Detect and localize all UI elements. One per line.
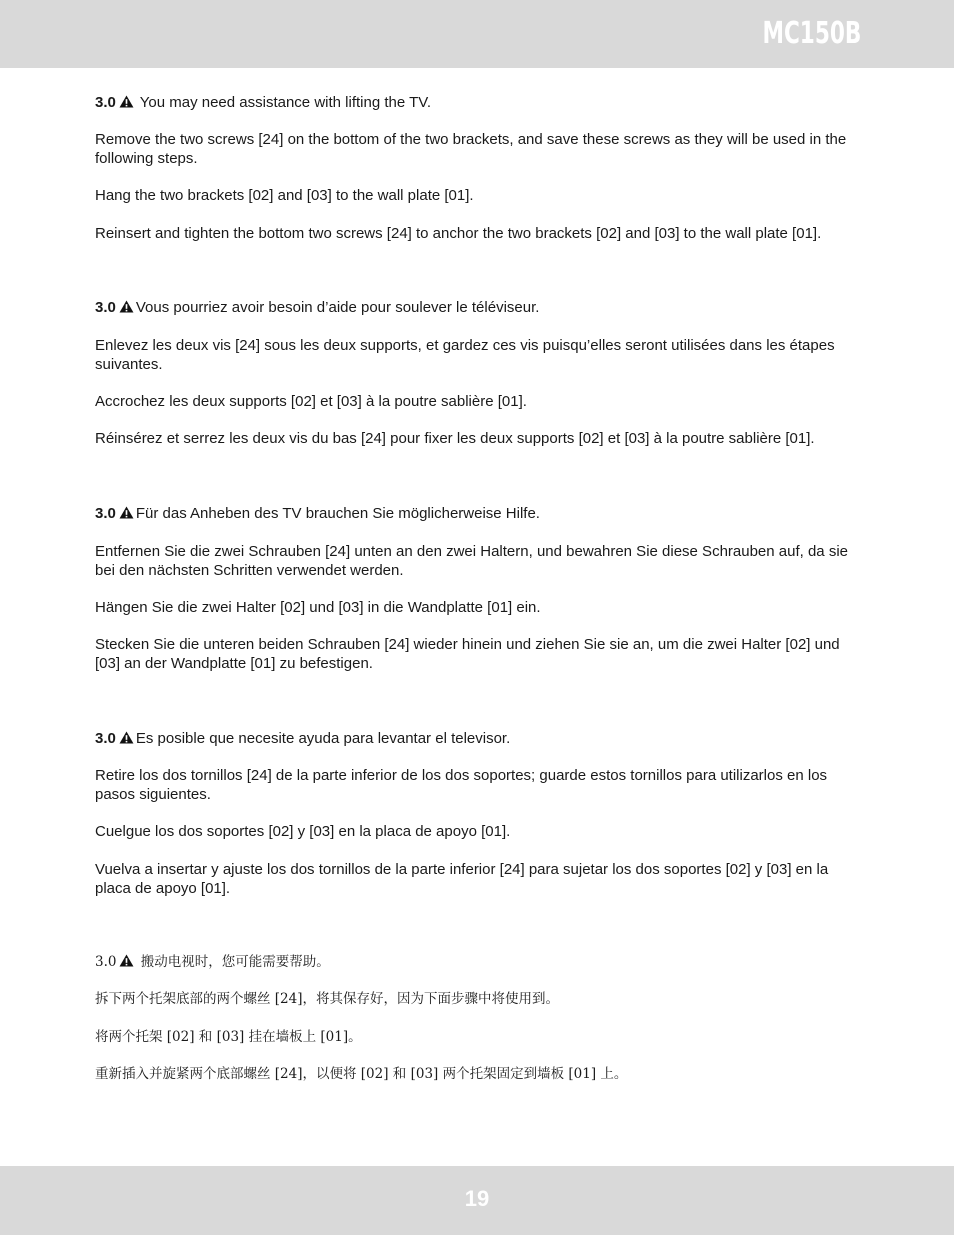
- paragraph: 重新插入并旋紧两个底部螺丝 [24]，以便将 [02] 和 [03] 两个托架固定到墙板 [01] 上。: [95, 1066, 628, 1082]
- warning-text: Vous pourriez avoir besoin d’aide pour soulever le téléviseur.: [135, 299, 540, 316]
- warning-triangle-icon: [119, 954, 134, 967]
- section-heading: [95, 729, 510, 748]
- step-number: 3.0: [95, 730, 116, 747]
- section-heading: [95, 298, 539, 317]
- page-number: 19: [464, 1186, 490, 1211]
- paragraph: 将两个托架 [02] 和 [03] 挂在墙板上 [01]。: [95, 1029, 362, 1045]
- section-heading: [95, 953, 330, 972]
- paragraph: Enlevez les deux vis [24] sous les deux supports, et gardez ces vis puisqu’elles seront utilisées dans les étapes suivantes.: [95, 337, 835, 373]
- warning-triangle-icon: [119, 300, 134, 313]
- warning-triangle-icon: [119, 731, 134, 744]
- paragraph: Stecken Sie die unteren beiden Schrauben [24] wieder hinein und ziehen Sie sie an, um die zwei Halter [02] und [03] an der Wandplatte [01] zu befestigen.: [95, 636, 840, 672]
- paragraph: Entfernen Sie die zwei Schrauben [24] unten an den zwei Haltern, und bewahren Sie diese Schrauben auf, da sie bei den nächsten Schritten verwendet werden.: [95, 543, 848, 579]
- paragraph: Reinsert and tighten the bottom two screws [24] to anchor the two brackets [02] and [03] to the wall plate [01].: [95, 225, 822, 242]
- section-heading: [95, 504, 540, 523]
- step-number: 3.0: [95, 954, 117, 970]
- paragraph: Cuelgue los dos soportes [02] y [03] en la placa de apoyo [01].: [95, 823, 511, 840]
- model-name: MC150B: [762, 16, 861, 51]
- paragraph: Hängen Sie die zwei Halter [02] und [03] in die Wandplatte [01] ein.: [95, 599, 541, 616]
- warning-triangle-icon: [119, 95, 134, 108]
- paragraph: Accrochez les deux supports [02] et [03] à la poutre sablière [01].: [95, 393, 527, 410]
- step-number: 3.0: [95, 94, 116, 111]
- step-number: 3.0: [95, 299, 116, 316]
- paragraph: Hang the two brackets [02] and [03] to the wall plate [01].: [95, 187, 474, 204]
- warning-text: Für das Anheben des TV brauchen Sie möglicherweise Hilfe.: [135, 505, 540, 522]
- paragraph: Retire los dos tornillos [24] de la parte inferior de los dos soportes; guarde estos tornillos para utilizarlos en los pasos siguientes.: [95, 767, 828, 803]
- warning-text: You may need assistance with lifting the TV.: [135, 94, 432, 111]
- section-heading: [95, 93, 431, 112]
- paragraph: 拆下两个托架底部的两个螺丝 [24]，将其保存好，因为下面步骤中将使用到。: [95, 991, 560, 1007]
- paragraph: Réinsérez et serrez les deux vis du bas [24] pour fixer les deux supports [02] et [03] à la poutre sablière [01].: [95, 430, 815, 447]
- step-number: 3.0: [95, 505, 116, 522]
- page-header: [0, 0, 954, 68]
- warning-text: 搬动电视时，您可能需要帮助。: [136, 954, 330, 970]
- warning-text: Es posible que necesite ayuda para levantar el televisor.: [135, 730, 511, 747]
- paragraph: Vuelva a insertar y ajuste los dos tornillos de la parte inferior [24] para sujetar los dos soportes [02] y [03] en la placa de apoyo [01].: [95, 861, 829, 897]
- warning-triangle-icon: [119, 506, 134, 519]
- paragraph: Remove the two screws [24] on the bottom of the two brackets, and save these screws as they will be used in the following steps.: [95, 131, 847, 167]
- page-footer: [0, 1166, 954, 1235]
